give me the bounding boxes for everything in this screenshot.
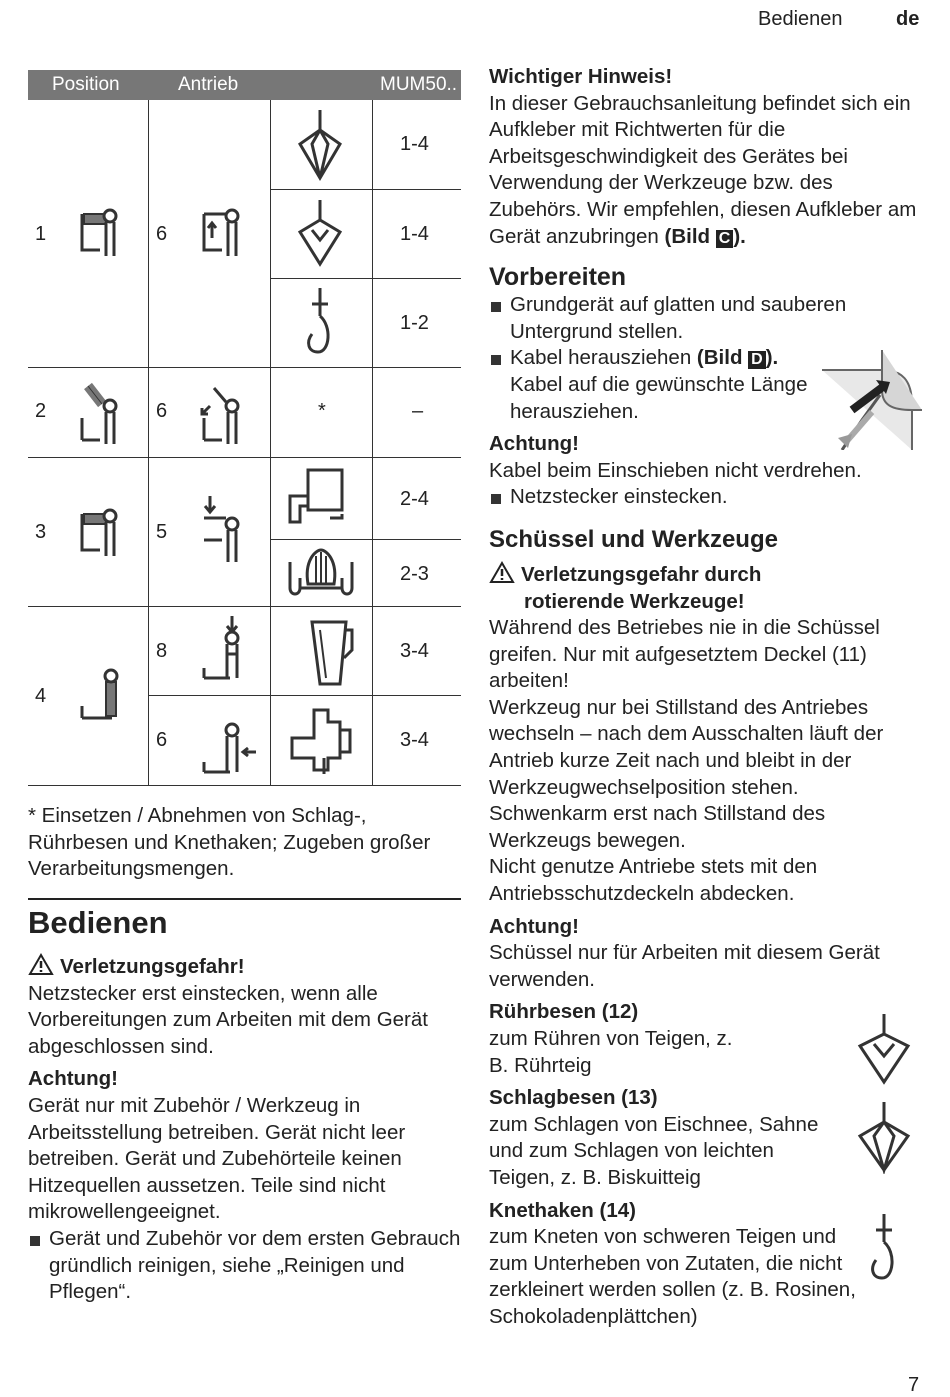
row1-speed-3: 1-2 bbox=[400, 312, 429, 334]
table-footnote: * Einsetzen / Abnehmen von Schlag-, Rührbesen und Knethaken; Zugeben großer Verarbeitungsmengen. bbox=[28, 804, 431, 881]
rotating-warning-text-1: Während des Betriebes nie in die Schüssel greifen. Nur mit aufgesetztem Deckel (11) arbeiten! bbox=[489, 616, 880, 693]
citrus-press-icon bbox=[286, 544, 356, 604]
warning-triangle-icon bbox=[28, 953, 54, 976]
meat-grinder-icon bbox=[286, 466, 356, 530]
row4-drive-1: 8 bbox=[156, 640, 168, 662]
warning-triangle-icon bbox=[489, 561, 515, 584]
tool-knethaken-title: Knethaken (14) bbox=[489, 1198, 636, 1222]
warning-line-2: rotierende Werkzeuge! bbox=[524, 589, 745, 613]
achtung-heading-cable: Achtung! bbox=[489, 432, 579, 456]
prep-bullet-1: Grundgerät auf glatten und sauberen Untergrund stellen. bbox=[489, 292, 925, 345]
left-column bbox=[28, 905, 464, 1306]
row1-speed-1: 1-4 bbox=[400, 133, 429, 155]
prep-bullet-2-detail: Kabel auf die gewünschte Länge herausziehen. bbox=[510, 372, 808, 423]
figure-letter-d: D bbox=[748, 351, 766, 369]
arm-position-2-icon bbox=[76, 378, 120, 448]
tool-schlagbesen bbox=[489, 1085, 839, 1191]
hint-figure-ref: (Bild bbox=[664, 224, 711, 248]
tool-ruehrbesen-title: Rührbesen (12) bbox=[489, 1000, 639, 1024]
achtung-cable-text: Kabel beim Einschieben nicht verdrehen. bbox=[489, 458, 862, 482]
tool-schlagbesen-text: zum Schlagen von Eischnee, Sahne und zum Schlagen von leichten Teigen, z. B. Biskuitteig bbox=[489, 1112, 819, 1189]
speed-table bbox=[28, 70, 461, 751]
drive-6-icon bbox=[198, 206, 242, 260]
cleaning-bullet: Gerät und Zubehör vor dem ersten Gebrauch gründlich reinigen, siehe „Reinigen und Pflegen“. bbox=[28, 1226, 464, 1306]
drive-6-rear-icon bbox=[198, 718, 258, 780]
row2-speed: – bbox=[412, 400, 424, 422]
tool-knethaken-text: zum Kneten von schweren Teigen und zum Unterheben von Zutaten, die nicht zerkleinert werden sollen (z. B. Rosinen, Schokoladenplättchen) bbox=[489, 1225, 856, 1328]
row1-position: 1 bbox=[35, 223, 47, 245]
prep-bullet-2 bbox=[489, 345, 830, 425]
prep-figure-close: ). bbox=[765, 346, 779, 370]
dough-hook-icon bbox=[290, 286, 350, 362]
drive-5-icon bbox=[198, 494, 242, 564]
running-header-section: Bedienen bbox=[758, 8, 843, 30]
row2-position: 2 bbox=[35, 400, 47, 422]
hint-heading: Wichtiger Hinweis! bbox=[489, 65, 673, 88]
warning-heading: Verletzungsgefahr! bbox=[60, 955, 245, 978]
section-title-bedienen: Bedienen bbox=[28, 905, 168, 940]
rotating-warning-text-4: Nicht genutze Antriebe stets mit den Antriebsschutzdeckeln abdecken. bbox=[489, 855, 818, 906]
tool-schlagbesen-title: Schlagbesen (13) bbox=[489, 1086, 658, 1110]
achtung-heading: Achtung! bbox=[28, 1067, 118, 1091]
achtung-text: Gerät nur mit Zubehör / Werkzeug in Arbeitsstellung betreiben. Gerät nicht leer betreiben. Gerät und Zubehörteile keinen Hitzequellen aussetzen. Teile sind nicht mikrowellengeeignet. bbox=[28, 1093, 406, 1224]
row1-drive: 6 bbox=[156, 223, 168, 245]
section-title-bowl-tools: Schüssel und Werkzeuge bbox=[489, 525, 778, 553]
slicer-icon bbox=[286, 706, 356, 776]
ruehrbesen-icon bbox=[852, 1012, 916, 1086]
achtung-heading-bowl: Achtung! bbox=[489, 914, 579, 938]
tool-ruehrbesen-text: zum Rühren von Teigen, z. B. Rührteig bbox=[489, 1027, 733, 1077]
cable-pull-illustration bbox=[822, 350, 922, 450]
hint-figure-close: ). bbox=[733, 224, 746, 248]
row3-speed-2: 2-3 bbox=[400, 563, 429, 585]
warning-text: Netzstecker erst einstecken, wenn alle Vorbereitungen zum Arbeiten mit dem Gerät abgeschlossen sind. bbox=[28, 981, 428, 1058]
row3-drive: 5 bbox=[156, 521, 168, 543]
prep-bullet-2-text: Kabel herausziehen bbox=[510, 346, 692, 370]
section-title-vorbereiten: Vorbereiten bbox=[489, 263, 627, 292]
arm-position-1-icon bbox=[76, 206, 120, 260]
prep-figure-ref: (Bild bbox=[696, 346, 743, 370]
row3-position: 3 bbox=[35, 521, 47, 543]
header-position: Position bbox=[52, 74, 120, 95]
arm-position-3-icon bbox=[76, 506, 120, 560]
header-antrieb: Antrieb bbox=[178, 74, 239, 95]
row2-tool-star: * bbox=[318, 400, 326, 422]
rotating-warning-text-2: Werkzeug nur bei Stillstand des Antriebes wechseln – nach dem Ausschalten läuft der Antrieb kurze Zeit nach und bleibt in der Werkzeugwechselposition stehen. bbox=[489, 695, 884, 799]
blender-icon bbox=[306, 618, 356, 692]
tool-ruehrbesen bbox=[489, 999, 839, 1079]
row2-drive: 6 bbox=[156, 400, 168, 422]
achtung-bowl-text: Schüssel nur für Arbeiten mit diesem Gerät verwenden. bbox=[489, 941, 880, 991]
tool-knethaken bbox=[489, 1198, 919, 1331]
header-model: MUM50.. bbox=[380, 74, 458, 95]
row4-drive-2: 6 bbox=[156, 729, 168, 751]
knethaken-icon bbox=[858, 1212, 912, 1286]
row3-speed-1: 2-4 bbox=[400, 488, 429, 510]
beater-icon bbox=[290, 198, 350, 274]
drive-6-tilted-icon bbox=[198, 378, 242, 448]
rotating-warning-text-3: Schwenkarm erst nach Stillstand des Werkzeugs bewegen. bbox=[489, 802, 826, 852]
warning-line-1: Verletzungsgefahr durch bbox=[521, 562, 762, 586]
page-number: 7 bbox=[908, 1374, 920, 1396]
row1-speed-2: 1-4 bbox=[400, 223, 429, 245]
schlagbesen-icon bbox=[852, 1100, 916, 1174]
prep-bullet-3: Netzstecker einstecken. bbox=[489, 484, 925, 511]
arm-position-4-icon bbox=[76, 668, 120, 724]
row4-speed-1: 3-4 bbox=[400, 640, 429, 662]
whisk-icon bbox=[290, 108, 350, 184]
figure-letter-c: C bbox=[716, 230, 734, 248]
row4-position: 4 bbox=[35, 685, 47, 707]
section-divider bbox=[28, 898, 461, 900]
drive-8-icon bbox=[198, 614, 248, 686]
hint-text: In dieser Gebrauchsanleitung befindet sich ein Aufkleber mit Richtwerten für die Arbeitsgeschwindigkeit des Gerätes bei Verwendung der Werkzeuge bzw. des Zubehörs. Wir empfehlen, diesen Aufkleber am Gerät anzubringen bbox=[489, 91, 917, 248]
language-code: de bbox=[896, 8, 920, 30]
table-header bbox=[28, 70, 461, 100]
row4-speed-2: 3-4 bbox=[400, 729, 429, 751]
hint-paragraph bbox=[489, 91, 925, 251]
rotating-tools-warning bbox=[489, 561, 925, 615]
